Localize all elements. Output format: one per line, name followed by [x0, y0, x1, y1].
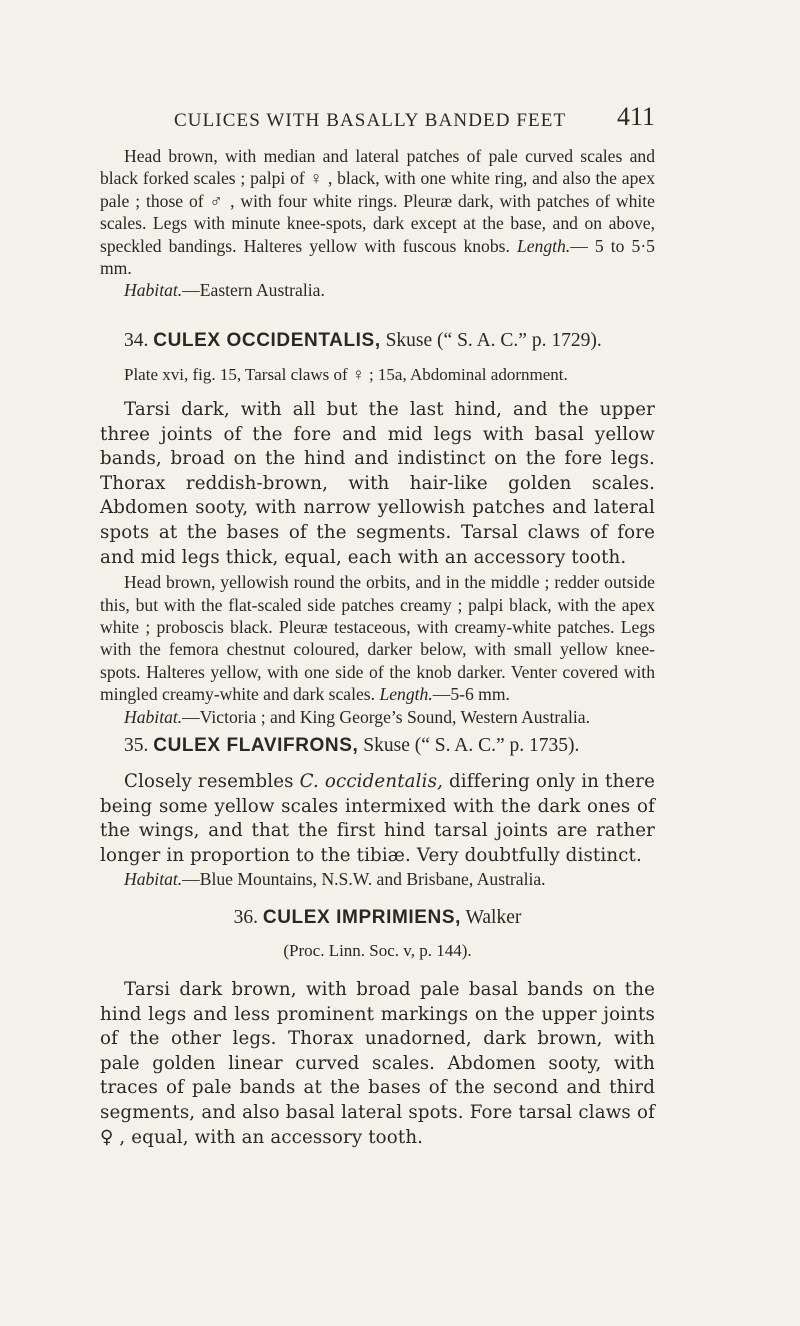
species-36-diagnosis: Tarsi dark brown, with broad pale basal bands on the hind legs and less prominent markings on the upper joints of the other legs. Thorax unadorned, dark brown, with pale golden linear curved scales. Abdomen sooty, with traces of pale bands at the bases of the second and third segments, and also basal lateral spots. Fore tarsal claws of ♀ , equal, with an accessory tooth.	[100, 979, 655, 1148]
species-35-heading: 35. CULEX FLAVIFRONS, Skuse (“ S. A. C.” p. 1735).	[124, 735, 580, 756]
species-35-reference: C. occidentalis,	[299, 771, 444, 792]
page-header	[100, 100, 655, 134]
species-34-heading: 34. CULEX OCCIDENTALIS, Skuse (“ S. A. C.” p. 1729).	[124, 330, 602, 351]
species-35-habitat: Habitat.—Blue Mountains, N.S.W. and Brisbane, Australia.	[124, 869, 546, 890]
species-35-diagnosis: Closely resembles C. occidentalis, differing only in there being some yellow scales intermixed with the dark ones of the wings, and that the first hind tarsal joints are rather longer in proportion to the tibiæ. Very doubtfully distinct.	[100, 771, 655, 866]
habitat-label: Habitat.	[124, 869, 183, 890]
species-34-diagnosis: Tarsi dark, with all but the last hind, and the upper three joints of the fore and mid legs with basal yellow bands, broad on the hind and indistinct on the fore legs. Thorax reddish-brown, with hair-like golden scales. Abdomen sooty, with narrow yellowish patches and lateral spots at the bases of the segments. Tarsal claws of fore and mid legs thick, equal, each with an accessory tooth.	[100, 399, 655, 568]
length-label: Length.	[516, 235, 571, 256]
species-34-name: CULEX OCCIDENTALIS,	[153, 330, 381, 351]
species-36-heading: 36. CULEX IMPRIMIENS, Walker	[233, 907, 522, 928]
running-title: CULICES WITH BASALLY BANDED FEET	[174, 110, 567, 131]
species-35-name: CULEX FLAVIFRONS,	[153, 735, 359, 756]
species-36-section	[100, 978, 655, 1150]
species-36-name: CULEX IMPRIMIENS,	[262, 907, 461, 928]
species-34-habitat: Habitat.—Victoria ; and King George’s Sound, Western Australia.	[124, 706, 590, 727]
intro-habitat: Habitat.—Eastern Australia.	[124, 280, 325, 301]
page-number: 411	[616, 102, 655, 131]
species-36-reference: (Proc. Linn. Soc. v, p. 144).	[283, 941, 472, 960]
intro-paragraph: Head brown, with median and lateral patches of pale curved scales and black forked scales ; palpi of ♀ , black, with one white ring, and also the apex pale ; those of ♂ , with four white rings. Pleuræ dark, with patches of white scales. Legs with minute knee-spots, dark except at the base, and on above, speckled bandings. Halteres yellow with fuscous knobs. Length.— 5 to 5·5 mm.	[100, 146, 655, 279]
species-34-section	[100, 398, 655, 728]
length-label: Length.	[379, 684, 433, 705]
habitat-label: Habitat.	[124, 706, 183, 727]
species-34-plate: Plate xvi, fig. 15, Tarsal claws of ♀ ; 15a, Abdominal adornment.	[124, 365, 568, 384]
species-34-description: Head brown, yellowish round the orbits, and in the middle ; redder outside this, but with the flat-scaled side patches creamy ; palpi black, with the apex white ; proboscis black. Pleuræ testaceous, with creamy-white patches. Legs with the femora chestnut coloured, darker below, with small yellow knee-spots. Halteres yellow, with one side of the knob darker. Venter covered with mingled creamy-white and dark scales. Length.—5-6 mm.	[100, 572, 655, 705]
intro-section	[100, 145, 655, 302]
habitat-label: Habitat.	[124, 280, 183, 301]
species-35-section	[100, 770, 655, 891]
